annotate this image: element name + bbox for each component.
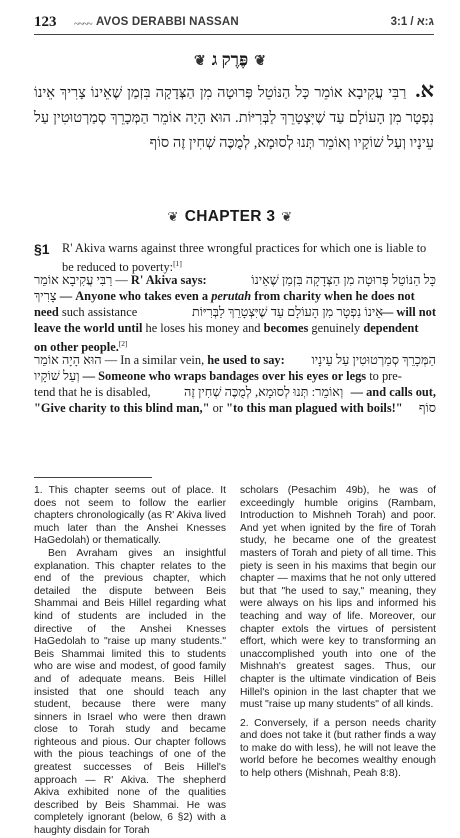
footnote-1: 1. This chapter seems out of place. It does not seem to follow the earlier chapters chronologically (as R' Akiva lived much later than the Anshei Knesses HaGedolah) or thematically.: [34, 485, 226, 547]
commentary-text: genuinely: [308, 321, 364, 335]
hebrew-quote: הוּא הָיָה אוֹמֵר: [34, 353, 102, 367]
english-chapter-heading: [0, 208, 460, 226]
header-rule: [34, 34, 434, 35]
page-number: 123: [34, 14, 57, 30]
hebrew-quote: סוֹף: [418, 401, 436, 415]
ornament-right-icon: ❦: [254, 54, 267, 69]
hebrew-chapter-heading: [0, 50, 460, 70]
bold-translation: he used to say:: [207, 353, 285, 367]
english-chapter-title: CHAPTER 3: [184, 208, 276, 225]
hebrew-quote: אֵינוֹ נִפְטָר מִן הָעוֹלָם עַד שֶׁיִּצְטָרֵךְ לַבְּרִיּוֹת: [192, 305, 383, 319]
footnote-ref[interactable]: [1]: [173, 259, 182, 268]
footnote-1-end: scholars (Pesachim 49b), he was of exceedingly humble origins (Rambam, Introduction to Mishneh Torah) and poor. And yet when ignited by the fire of Torah study, he became one of the greatest masters of Torah and piety of all time. This piety is seen in his maxims that begin our chapter — maxims that he not only uttered but that "he used to say," meaning, they were always on his lips and informed his teaching and way of life. Moreover, our chapter extols the virtues of persistent effort, which were key to transforming an unaccomplished youth into one of the Mishnah's greatest sages. Thus, our chapter is the ultimate vindication of Beis Hillel's opinion in the last chapter that we must "raise up many students" of all kinds.: [240, 485, 436, 711]
footnotes-left-column: [34, 485, 226, 838]
bold-translation: from charity when he does not: [251, 289, 415, 303]
commentary-line-8: [34, 352, 436, 368]
commentary-text: be reduced to poverty:: [62, 260, 174, 275]
commentary-line-10: [34, 384, 436, 400]
bold-translation: need: [34, 305, 59, 319]
commentary-text: R' Akiva warns against three wrongful practices for which one is liable to: [62, 241, 427, 255]
bold-translation: R' Akiva says:: [130, 273, 207, 287]
ornament-right-icon: ❦: [281, 209, 293, 224]
header-ornament: ~~~~: [74, 19, 92, 30]
hebrew-quote: וְעַל שׁוֹקָיו: [34, 369, 80, 383]
bold-translation: "to this man plagued with boils!": [226, 401, 403, 415]
chapter-reference: 3:1 / ג:א: [390, 16, 434, 28]
hebrew-quote: וְאוֹמֵר: תְּנוּ לְסוּמָא, לְמֻכֶּה שְׁחִין זֶה: [184, 385, 344, 399]
mishnah-body: רַבִּי עֲקִיבָא אוֹמֵר כָּל הַנּוֹטֵל פְּרוּטָה מִן הַצְּדָקָה בִּזְמַן שֶׁאֵינוֹ צָרִיךְ אֵינוֹ נִפְטָר מִן הָעוֹלָם עַד שֶׁיִּצְטָרֵךְ לַבְּרִיּוֹת. הוּא הָיָה אוֹמֵר הַמְּכָרֵךְ סְמַרְטוּטִין עַל עֵינָיו וְעַל שׁוֹקָיו וְאוֹמֵר תְּנוּ לְסוּמָא, לְמֻכֶּה שְׁחִין זֶה סוֹף: [34, 85, 434, 151]
bold-translation: dependent: [363, 321, 419, 335]
bold-translation: — and calls out,: [350, 385, 436, 399]
bold-translation: — Anyone who takes even a: [56, 289, 212, 303]
bold-translation: "Give charity to this blind man,": [34, 401, 210, 415]
ornament-left-icon: ❦: [167, 209, 179, 224]
footnote-ref[interactable]: [2]: [118, 339, 128, 348]
commentary-line-3: [34, 272, 436, 288]
bold-translation: becomes: [263, 321, 309, 335]
commentary-text: or: [209, 401, 227, 415]
footnote-divider: [34, 477, 152, 478]
hebrew-quote: הַמְּכָרֵךְ סְמַרְטוּטִין עַל עֵינָיו: [311, 353, 436, 367]
commentary-line-6: [34, 320, 436, 336]
dash: —: [112, 273, 131, 287]
commentary-line-11: [34, 400, 436, 416]
commentary-line-9: [34, 368, 436, 384]
mishnah-text: [34, 78, 434, 156]
hebrew-chapter-title: פֶּרֶק ג: [211, 50, 249, 69]
section-mark: §1: [34, 241, 50, 257]
hebrew-quote: כָּל הַנּוֹטֵל פְּרוּטָה מִן הַצְּדָקָה בִּזְמַן שֶׁאֵינוֹ: [251, 273, 436, 287]
ornament-left-icon: ❦: [193, 54, 206, 69]
commentary-text: tend that he is disabled,: [34, 385, 151, 399]
hebrew-quote: צָרִיךְ: [34, 289, 57, 303]
bold-translation: — will not: [380, 305, 436, 319]
commentary-line-4: [34, 288, 436, 304]
commentary-text: — In a similar vein,: [101, 353, 208, 367]
commentary-line-1: [62, 240, 436, 256]
commentary-text: such assistance: [58, 305, 138, 319]
commentary-text: to pre-: [366, 369, 402, 383]
hebrew-quote: רַבִּי עֲקִיבָא אוֹמֵר: [34, 273, 113, 287]
bold-translation: people.: [81, 340, 119, 355]
footnote-1-continued: Ben Avraham gives an insightful explanation. This chapter relates to the end of the previous chapter, which detailed the dispute between Beis Shammai and Beis Hillel regarding what kind of students are included in the directive of the Anshei Knesses HaGedolah to "raise up many students." Beis Shammai limited this to students who are wise and modest, of good family and of adequate means. Beis Hillel insisted that one should teach any student, because there were many sinners in Israel who were then drawn close to Torah study and became righteous and pious. Our chapter follows with the pious teachings of one of the greatest successes of Beis Hillel's approach — R' Akiva. The shepherd Akiva exhibited none of the qualities described by Beis Shammai. He was completely ignorant (below, 6 §2) with a haughty disdain for Torah: [34, 547, 226, 837]
running-title: AVOS DERABBI NASSAN: [96, 16, 239, 28]
bold-translation: — Someone who wraps bandages over his eyes or legs: [79, 369, 367, 383]
mishnah-letter: א.: [415, 78, 434, 102]
footnote-2: 2. Conversely, if a person needs charity and does not take it (but rather finds a way to make do with less), he will not leave the world before he becomes wealthy enough to help others (Mishnah, Peah 8:8).: [240, 717, 436, 780]
bold-translation: on other: [34, 340, 82, 355]
footnotes-right-column: [240, 485, 436, 781]
running-header: [34, 14, 434, 32]
bold-translation: leave the world until: [34, 321, 143, 335]
commentary-line-5: [34, 304, 436, 320]
italic-term: perutah: [211, 289, 252, 303]
commentary-text: he loses his money and: [142, 321, 264, 335]
